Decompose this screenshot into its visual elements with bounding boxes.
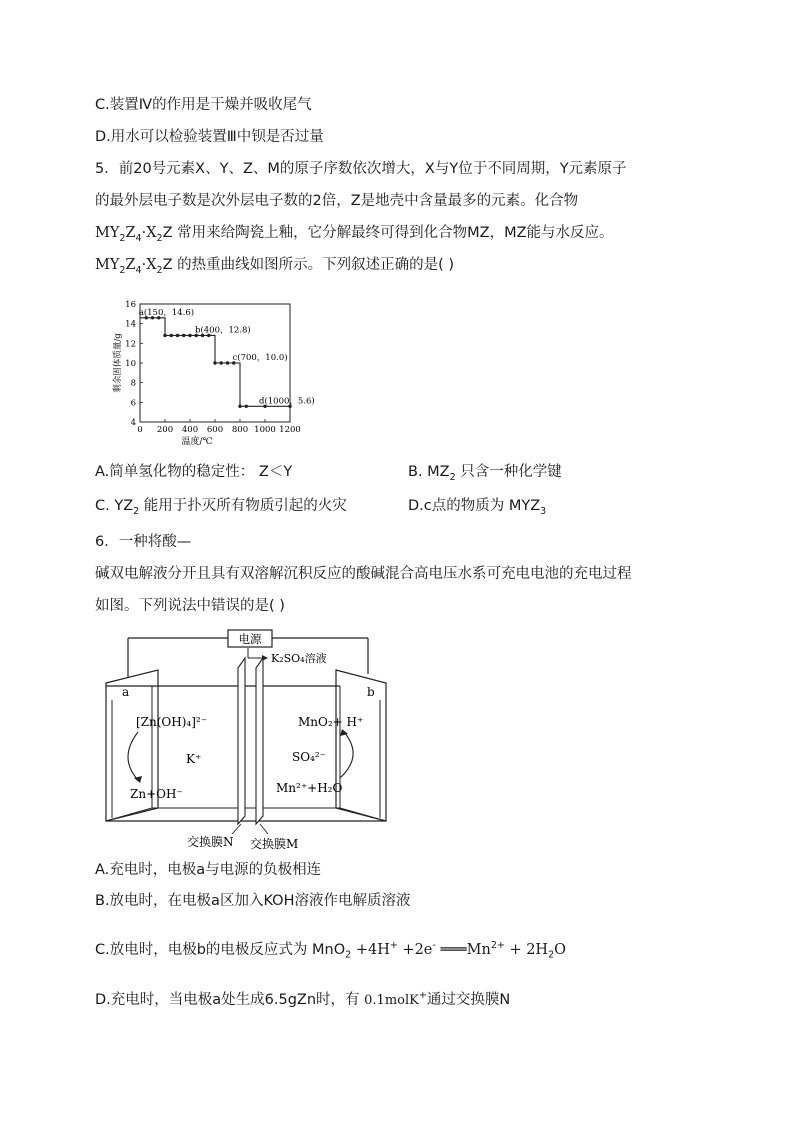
electrode-b bbox=[336, 670, 386, 821]
formula-part: MY bbox=[95, 257, 120, 273]
leader-line bbox=[232, 824, 241, 834]
data-point bbox=[188, 334, 191, 337]
point-annotation: a(150，14.6) bbox=[138, 307, 195, 318]
formula-sub: 4 bbox=[135, 264, 142, 276]
formula-sub: 2 bbox=[133, 505, 140, 517]
formula-sub: 2 bbox=[156, 232, 163, 244]
option-4c: C.装置Ⅳ的作用是干燥并吸收尾气 bbox=[95, 97, 312, 113]
q6-option-b: B.放电时，在电极a区加入KOH溶液作电解质溶液 bbox=[95, 893, 411, 909]
data-point bbox=[238, 405, 241, 408]
formula-part: ═══Mn bbox=[435, 941, 491, 958]
species-zn-oh: Zn+OH⁻ bbox=[130, 787, 183, 801]
x-tick-label: 1200 bbox=[279, 425, 301, 435]
chart-svg bbox=[110, 296, 315, 450]
q5-option-d bbox=[408, 496, 546, 522]
electrode-b-label: b bbox=[367, 685, 375, 699]
y-tick-label: 10 bbox=[125, 359, 136, 369]
y-tick-label: 14 bbox=[125, 319, 136, 330]
x-tick-label: 400 bbox=[181, 425, 199, 435]
formula-part: + 2H bbox=[504, 941, 549, 958]
x-tick-label: 1000 bbox=[254, 425, 276, 435]
q6-stem-line-2: 碱双电解液分开且具有双溶解沉积反应的酸碱混合高电压水系可充电电池的充电过程 bbox=[95, 566, 632, 582]
data-point bbox=[213, 361, 216, 364]
data-point bbox=[163, 334, 166, 337]
formula-part: 0.1molK bbox=[364, 992, 419, 1008]
option-text: D.充电时，当电极a处生成6.5gZn时，有 bbox=[95, 991, 365, 1008]
membrane-n-label: 交换膜N bbox=[187, 835, 234, 849]
species-sulfate: SO₄²⁻ bbox=[292, 750, 327, 764]
option-text: C.放电时，电极b的电极反应式为 MnO bbox=[95, 941, 346, 958]
option-text: 只含一种化学键 bbox=[455, 464, 562, 480]
electrode-a-label: a bbox=[122, 685, 130, 699]
formula-sub: 4 bbox=[135, 232, 142, 244]
data-point bbox=[245, 405, 248, 408]
option-text: B. MZ bbox=[408, 464, 450, 480]
q6-stem-line-3: 如图。下列说法中错误的是( ) bbox=[95, 598, 285, 614]
y-tick-label: 16 bbox=[125, 300, 136, 310]
formula-sub: 2 bbox=[119, 232, 126, 244]
point-annotation: b(400，12.8) bbox=[195, 325, 251, 336]
membrane-n bbox=[238, 658, 245, 824]
formula-sub: 2 bbox=[119, 264, 126, 276]
stem-text: Z 的热重曲线如图所示。下列叙述正确的是( ) bbox=[162, 257, 455, 273]
q5-option-b bbox=[408, 462, 562, 488]
species-mno2: MnO₂+ H⁺ bbox=[298, 715, 364, 729]
y-tick-label: 8 bbox=[130, 378, 136, 389]
formula-part: +4H bbox=[351, 941, 390, 958]
formula-sub: 2 bbox=[449, 471, 456, 483]
electrolyte-label: K₂SO₄溶液 bbox=[271, 652, 327, 665]
formula-sup: 2+ bbox=[490, 940, 505, 951]
q5-stem-line-3 bbox=[95, 223, 614, 249]
q6-option-a: A.充电时，电极a与电源的负极相连 bbox=[95, 862, 322, 878]
data-point bbox=[226, 361, 229, 364]
q5-stem-line-4 bbox=[95, 255, 454, 281]
species-potassium: K⁺ bbox=[186, 752, 202, 766]
formula-part: ·X bbox=[141, 225, 157, 241]
formula-sub: 3 bbox=[540, 505, 547, 517]
q5-stem-line-1: 5．前20号元素X、Y、Z、M的原子序数依次增大，X与Y位于不同周期，Y元素原子 bbox=[95, 161, 627, 177]
x-tick-label: 200 bbox=[156, 425, 174, 435]
power-supply-label: 电源 bbox=[238, 632, 262, 646]
battery-diagram-svg bbox=[100, 628, 390, 852]
formula-sup: - bbox=[432, 940, 436, 951]
species-mn-h2o: Mn²⁺+H₂O bbox=[276, 781, 343, 795]
option-text: D.c点的物质为 MYZ bbox=[408, 498, 541, 514]
formula-part: ·X bbox=[141, 257, 157, 273]
formula-sup: + bbox=[418, 990, 427, 1001]
thermogravimetric-chart bbox=[110, 296, 315, 450]
data-point bbox=[176, 334, 179, 337]
option-text: C. YZ bbox=[95, 498, 134, 514]
q5-option-a: A.简单氢化物的稳定性： Z＜Y bbox=[95, 464, 293, 480]
formula-part: MY bbox=[95, 225, 120, 241]
formula-part: Z bbox=[125, 225, 136, 241]
formula-sub: 2 bbox=[548, 949, 555, 961]
point-annotation: d(1000，5.6) bbox=[259, 396, 315, 407]
data-point bbox=[170, 334, 173, 337]
y-tick-label: 12 bbox=[125, 339, 136, 350]
formula-part: +2e bbox=[397, 941, 433, 958]
x-tick-label: 0 bbox=[137, 425, 143, 435]
q6-option-c bbox=[95, 936, 566, 966]
formula-sub: 2 bbox=[345, 949, 352, 961]
species-zincate: [Zn(OH)₄]²⁻ bbox=[136, 715, 208, 729]
membrane-m bbox=[256, 658, 263, 824]
option-4d: D.用水可以检验装置Ⅲ中钡是否过量 bbox=[95, 129, 324, 145]
x-axis-label: 温度/℃ bbox=[181, 437, 213, 447]
battery-diagram bbox=[100, 628, 390, 852]
data-point bbox=[182, 334, 185, 337]
membrane-m-label: 交换膜M bbox=[250, 837, 299, 851]
x-tick-label: 600 bbox=[206, 425, 224, 435]
q6-option-d bbox=[95, 986, 510, 1011]
q5-stem-line-2: 的最外层电子数是次外层电子数的2倍，Z是地壳中含量最多的元素。化合物 bbox=[95, 193, 579, 209]
formula-part: O bbox=[554, 941, 567, 958]
q5-option-c bbox=[95, 496, 347, 522]
x-tick-label: 800 bbox=[231, 425, 249, 435]
option-text: 通过交换膜N bbox=[426, 991, 511, 1008]
stem-text: Z 常用来给陶瓷上釉，它分解最终可得到化合物MZ，MZ能与水反应。 bbox=[162, 225, 614, 241]
formula-sup: + bbox=[389, 940, 398, 951]
option-text: 能用于扑灭所有物质引起的火灾 bbox=[139, 498, 347, 514]
y-tick-label: 6 bbox=[130, 398, 136, 409]
y-axis-label: 剩余固体质量/g bbox=[113, 333, 123, 393]
data-point bbox=[220, 361, 223, 364]
y-tick-label: 4 bbox=[130, 418, 136, 428]
formula-part: Z bbox=[125, 257, 136, 273]
leader-line bbox=[260, 824, 268, 834]
q6-stem-line-1: 6．一种将酸— bbox=[95, 534, 192, 550]
formula-sub: 2 bbox=[156, 264, 163, 276]
point-annotation: c(700，10.0) bbox=[232, 353, 288, 363]
